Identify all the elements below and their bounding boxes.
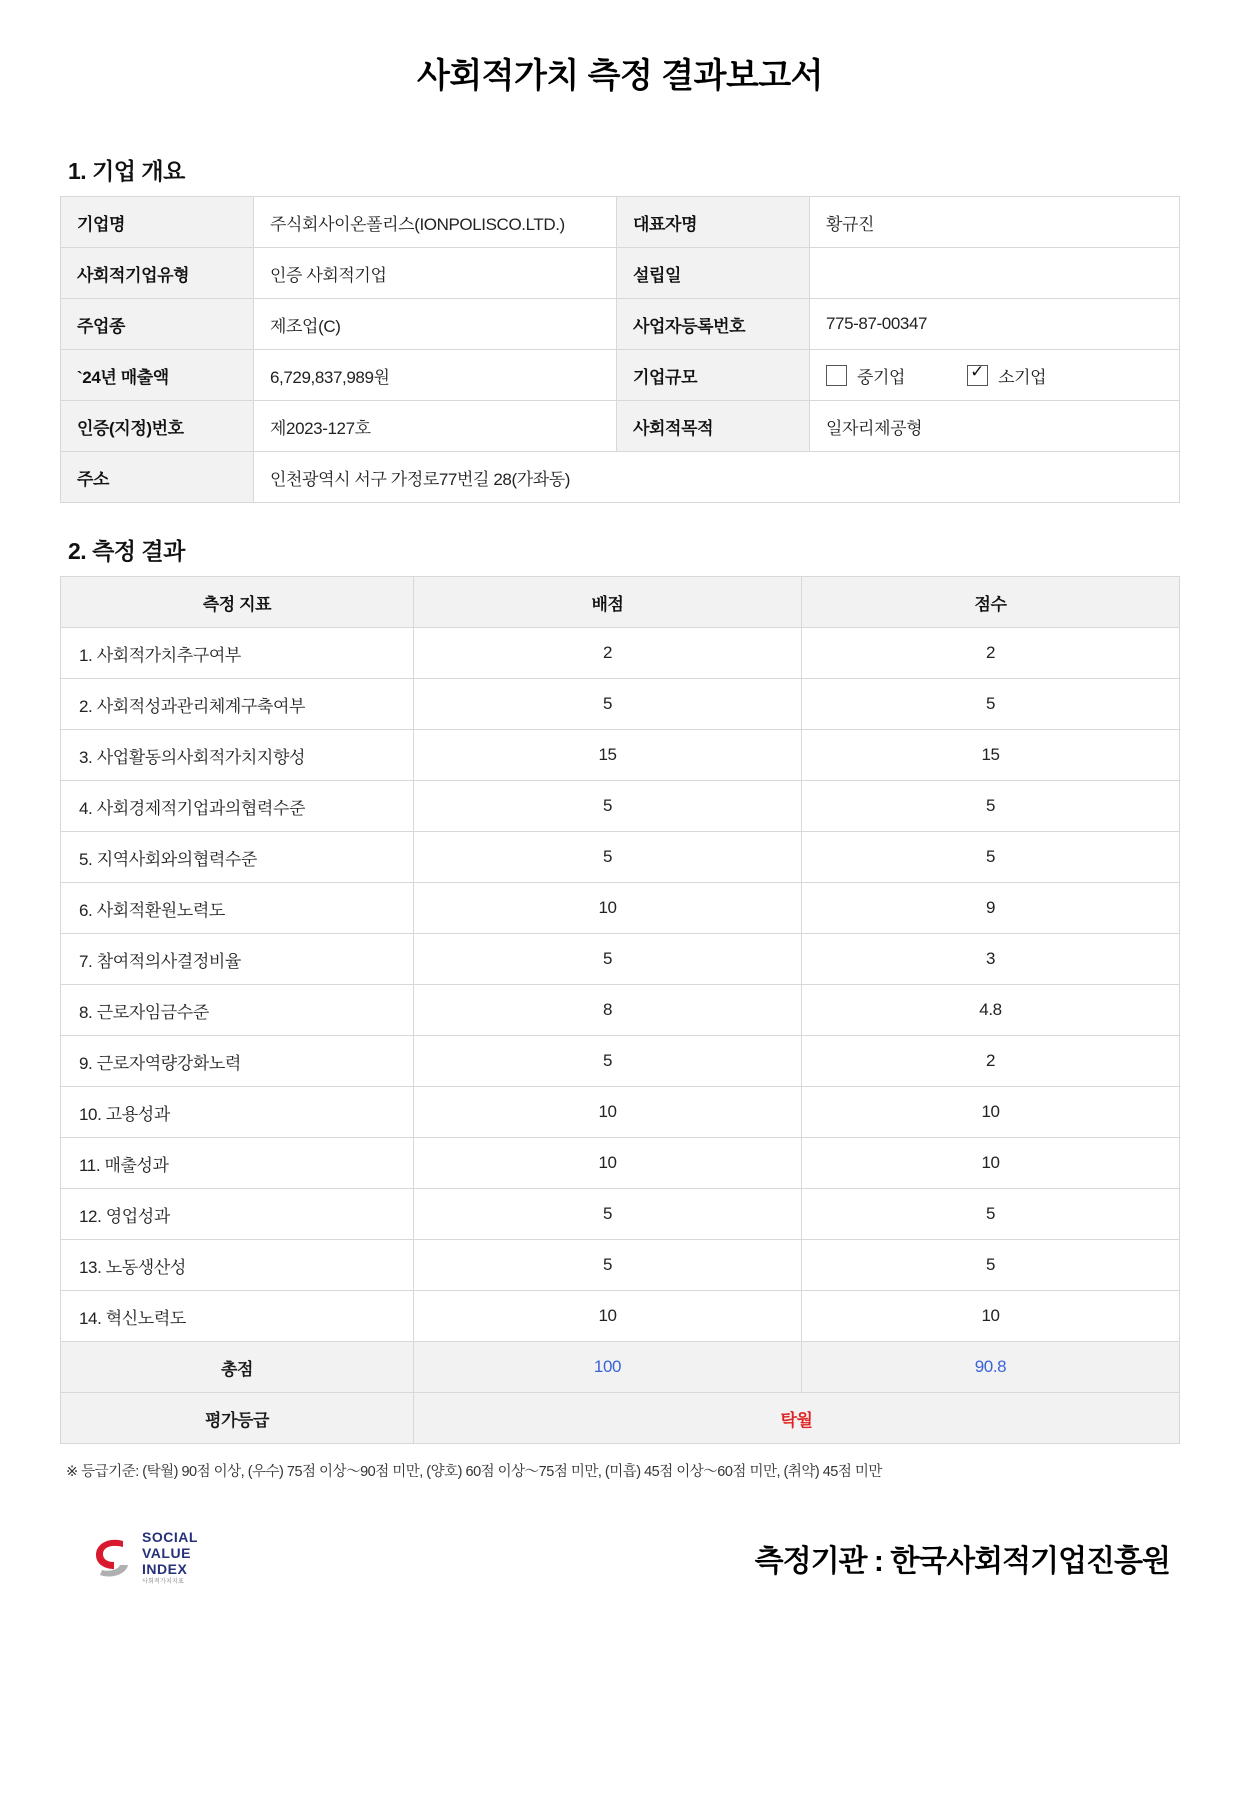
svi-logo-text (142, 1529, 198, 1586)
checkbox-medium-label: 중기업 (857, 367, 906, 387)
table-row-total (61, 1342, 1180, 1393)
table-row (61, 299, 1180, 350)
indicator-name: 6. 사회적환원노력도 (61, 883, 414, 934)
table-row-grade (61, 1393, 1180, 1444)
field-label: 사업자등록번호 (617, 299, 810, 350)
logo-line-3: INDEX (142, 1561, 188, 1578)
total-score: 90.8 (802, 1342, 1180, 1393)
indicator-name: 11. 매출성과 (61, 1138, 414, 1189)
table-row (61, 248, 1180, 299)
grade-label: 평가등급 (61, 1393, 414, 1444)
indicator-score: 5 (802, 781, 1180, 832)
field-label: 기업규모 (617, 350, 810, 401)
column-header-allocated: 배점 (414, 577, 802, 628)
company-overview-table (60, 196, 1180, 503)
indicator-allocated: 5 (414, 1189, 802, 1240)
logo-subtitle: 사회적가치지표 (142, 1579, 184, 1586)
svi-logo-icon (90, 1535, 134, 1581)
logo-line-2: VALUE (142, 1545, 191, 1562)
table-row (61, 197, 1180, 248)
table-row (61, 934, 1180, 985)
indicator-name: 2. 사회적성과관리체계구축여부 (61, 679, 414, 730)
indicator-allocated: 5 (414, 1240, 802, 1291)
indicator-allocated: 10 (414, 1291, 802, 1342)
field-value: 인증 사회적기업 (254, 248, 617, 299)
indicator-allocated: 5 (414, 679, 802, 730)
indicator-score: 3 (802, 934, 1180, 985)
table-row (61, 730, 1180, 781)
indicator-name: 12. 영업성과 (61, 1189, 414, 1240)
social-value-index-logo (90, 1529, 198, 1586)
field-value: 제2023-127호 (254, 401, 617, 452)
indicator-name: 4. 사회경제적기업과의협력수준 (61, 781, 414, 832)
address-value: 인천광역시 서구 가정로77번길 28(가좌동) (254, 452, 1180, 503)
table-row (61, 679, 1180, 730)
indicator-score: 5 (802, 1189, 1180, 1240)
page-title: 사회적가치 측정 결과보고서 (416, 57, 824, 95)
indicator-score: 10 (802, 1291, 1180, 1342)
table-header-row (61, 577, 1180, 628)
footer (60, 1529, 1180, 1586)
indicator-allocated: 8 (414, 985, 802, 1036)
field-value: 775-87-00347 (810, 299, 1180, 350)
field-label: 주업종 (61, 299, 254, 350)
table-row (61, 1291, 1180, 1342)
table-row (61, 832, 1180, 883)
total-label: 총점 (61, 1342, 414, 1393)
section-heading-result: 2. 측정 결과 (68, 538, 185, 564)
table-row (61, 1138, 1180, 1189)
company-size-cell (810, 350, 1180, 401)
table-row-address (61, 452, 1180, 503)
logo-line-1: SOCIAL (142, 1529, 198, 1545)
field-label: 사회적기업유형 (61, 248, 254, 299)
field-value (810, 248, 1180, 299)
indicator-name: 5. 지역사회와의협력수준 (61, 832, 414, 883)
total-allocated: 100 (414, 1342, 802, 1393)
indicator-score: 4.8 (802, 985, 1180, 1036)
indicator-score: 10 (802, 1138, 1180, 1189)
indicator-name: 1. 사회적가치추구여부 (61, 628, 414, 679)
indicator-name: 10. 고용성과 (61, 1087, 414, 1138)
table-row (61, 1240, 1180, 1291)
indicator-allocated: 5 (414, 1036, 802, 1087)
table-row (61, 1036, 1180, 1087)
address-label: 주소 (61, 452, 254, 503)
measuring-organization: 측정기관 : 한국사회적기업진흥원 (754, 1544, 1170, 1578)
indicator-allocated: 10 (414, 883, 802, 934)
table-row (61, 1189, 1180, 1240)
indicator-score: 9 (802, 883, 1180, 934)
section-heading-company: 1. 기업 개요 (68, 158, 185, 184)
table-row (61, 781, 1180, 832)
field-label: 인증(지정)번호 (61, 401, 254, 452)
grade-criteria-note: ※ 등급기준: (탁월) 90점 이상, (우수) 75점 이상～90점 미만, (양호) 60점 이상～75점 미만, (미흡) 45점 이상～60점 미만, (취약) 45점 미만 (66, 1464, 882, 1480)
field-label: `24년 매출액 (61, 350, 254, 401)
indicator-allocated: 10 (414, 1138, 802, 1189)
field-value: 제조업(C) (254, 299, 617, 350)
indicator-score: 2 (802, 628, 1180, 679)
indicator-allocated: 5 (414, 781, 802, 832)
field-value: 6,729,837,989원 (254, 350, 617, 401)
indicator-name: 14. 혁신노력도 (61, 1291, 414, 1342)
report-page (0, 48, 1240, 1586)
indicator-score: 15 (802, 730, 1180, 781)
table-row (61, 1087, 1180, 1138)
table-row (61, 628, 1180, 679)
table-row (61, 350, 1180, 401)
table-row (61, 883, 1180, 934)
indicator-score: 10 (802, 1087, 1180, 1138)
indicator-name: 9. 근로자역량강화노력 (61, 1036, 414, 1087)
checkbox-small-label: 소기업 (998, 367, 1047, 387)
field-label: 설립일 (617, 248, 810, 299)
checkbox-medium-enterprise[interactable] (826, 365, 847, 386)
indicator-score: 2 (802, 1036, 1180, 1087)
column-header-score: 점수 (802, 577, 1180, 628)
indicator-score: 5 (802, 1240, 1180, 1291)
field-value: 주식회사이온폴리스(IONPOLISCO.LTD.) (254, 197, 617, 248)
indicator-name: 7. 참여적의사결정비율 (61, 934, 414, 985)
field-value: 일자리제공형 (810, 401, 1180, 452)
indicator-allocated: 10 (414, 1087, 802, 1138)
indicator-allocated: 5 (414, 832, 802, 883)
indicator-name: 8. 근로자임금수준 (61, 985, 414, 1036)
table-row (61, 401, 1180, 452)
indicator-name: 3. 사업활동의사회적가치지향성 (61, 730, 414, 781)
indicator-allocated: 5 (414, 934, 802, 985)
indicator-score: 5 (802, 832, 1180, 883)
checkbox-small-enterprise[interactable] (967, 365, 988, 386)
field-label: 기업명 (61, 197, 254, 248)
grade-value: 탁월 (414, 1393, 1180, 1444)
field-label: 대표자명 (617, 197, 810, 248)
field-label: 사회적목적 (617, 401, 810, 452)
indicator-allocated: 2 (414, 628, 802, 679)
indicator-score: 5 (802, 679, 1180, 730)
field-value: 황규진 (810, 197, 1180, 248)
table-row (61, 985, 1180, 1036)
measurement-result-table (60, 576, 1180, 1444)
column-header-indicator: 측정 지표 (61, 577, 414, 628)
indicator-name: 13. 노동생산성 (61, 1240, 414, 1291)
indicator-allocated: 15 (414, 730, 802, 781)
